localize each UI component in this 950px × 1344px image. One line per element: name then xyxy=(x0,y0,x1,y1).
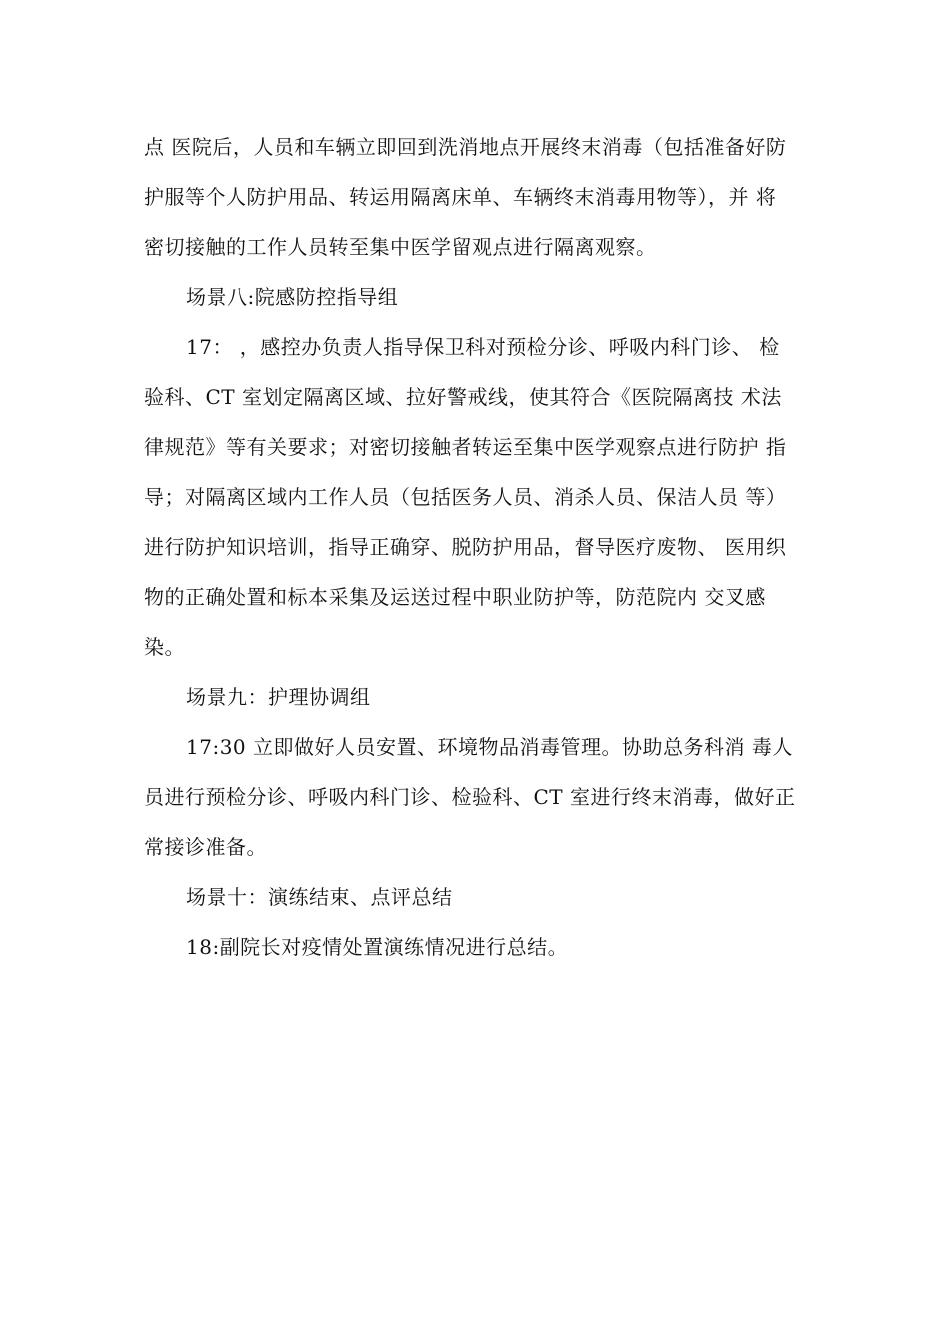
scene-8-line-4: 导；对隔离区域内工作人员（包括医务人员、消杀人员、保洁人员 等） xyxy=(144,485,787,509)
paragraph-1-line-1: 点 医院后，人员和车辆立即回到洗消地点开展终末消毒（包括准备好防 xyxy=(144,135,787,159)
scene-8-line-6: 物的正确处置和标本采集及运送过程中职业防护等，防范院内 交叉感 xyxy=(144,585,766,609)
scene-9-heading: 场景九：护理协调组 xyxy=(186,685,371,709)
scene-10-line-1: 18:副院长对疫情处置演练情况进行总结。 xyxy=(186,935,569,959)
scene-9-line-1: 17:30 立即做好人员安置、环境物品消毒管理。协助总务科消 毒人 xyxy=(186,735,793,759)
scene-9-line-2: 员进行预检分诊、呼吸内科门诊、检验科、CT 室进行终末消毒，做好正 xyxy=(144,785,796,809)
scene-8-line-3: 律规范》等有关要求；对密切接触者转运至集中医学观察点进行防护 指 xyxy=(144,435,787,459)
scene-8-line-7: 染。 xyxy=(144,635,185,659)
paragraph-1-line-2: 护服等个人防护用品、转运用隔离床单、车辆终末消毒用物等），并 将 xyxy=(144,185,777,209)
scene-8-line-1: 17： ，感控办负责人指导保卫科对预检分诊、呼吸内科门诊、 检 xyxy=(186,335,780,359)
paragraph-1-line-3: 密切接触的工作人员转至集中医学留观点进行隔离观察。 xyxy=(144,235,657,259)
scene-8-line-5: 进行防护知识培训，指导正确穿、脱防护用品，督导医疗废物、 医用织 xyxy=(144,535,787,559)
scene-10-heading: 场景十：演练结束、点评总结 xyxy=(186,885,453,909)
scene-8-line-2: 验科、CT 室划定隔离区域、拉好警戒线，使其符合《医院隔离技 术法 xyxy=(144,385,782,409)
scene-9-line-3: 常接诊准备。 xyxy=(144,835,267,859)
scene-8-heading: 场景八:院感防控指导组 xyxy=(186,285,399,309)
